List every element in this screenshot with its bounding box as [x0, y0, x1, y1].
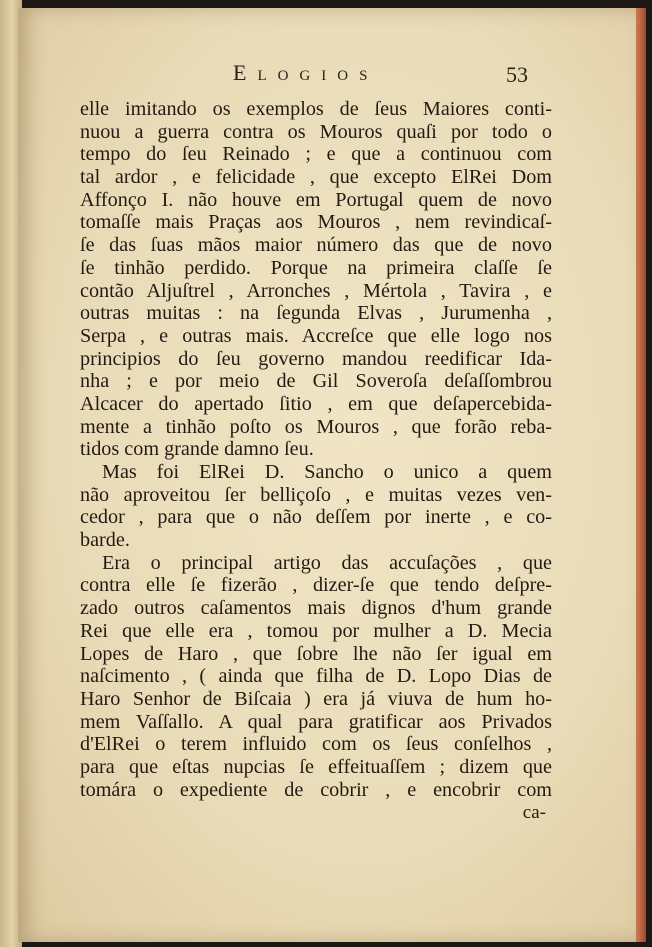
text-line: tal ardor , e felicidade , que excepto ElRei Dom: [80, 166, 552, 189]
paragraph-3: [80, 552, 552, 802]
catchword: ca-: [522, 802, 546, 824]
body-text: [80, 98, 552, 825]
text-line: contra elle ſe fizerão , dizer-ſe que tendo deſpre-: [80, 574, 552, 597]
paragraph-2: [80, 461, 552, 552]
text-line: d'ElRei o terem influido com os ſeus conſelhos ,: [80, 733, 552, 756]
text-line: mente a tinhão poſto os Mouros , que forão reba-: [80, 415, 552, 438]
book-page: [18, 8, 636, 942]
text-line: ſe das ſuas mãos maior número das que de novo: [80, 234, 552, 257]
text-line: tidos com grande damno ſeu.: [80, 438, 314, 461]
text-line: Alcacer do apertado ſitio , em que deſapercebida-: [80, 392, 552, 415]
page-header: [18, 60, 636, 90]
fore-edge: [636, 8, 646, 942]
text-line: ſe tinhão perdido. Porque na primeira claſſe ſe: [80, 256, 552, 279]
running-title: Elogios: [233, 60, 379, 85]
page-number: 53: [506, 62, 528, 87]
text-line: principios do ſeu governo mandou reedificar Ida-: [80, 347, 552, 370]
text-line: Lopes de Haro , que ſobre lhe não ſer igual em: [80, 642, 552, 665]
catchword-line: [80, 801, 552, 825]
text-line: Serpa , e outras mais. Accreſce que elle logo nos: [80, 324, 552, 347]
text-line: outras muitas : na ſegunda Elvas , Jurumenha ,: [80, 302, 552, 325]
text-line: cedor , para que o não deſſem por inerte , e co-: [80, 506, 552, 529]
text-line: Affonço I. não houve em Portugal quem de novo: [80, 188, 552, 211]
text-line: tempo do ſeu Reinado ; e que a continuou com: [80, 143, 552, 166]
paragraph-1: [80, 98, 552, 461]
text-line: naſcimento , ( ainda que filha de D. Lopo Dias de: [80, 665, 552, 688]
text-line: não aproveitou ſer belliçoſo , e muitas vezes ven-: [80, 483, 552, 506]
text-line: barde.: [80, 529, 130, 552]
text-line: elle imitando os exemplos de ſeus Maiores conti-: [80, 98, 552, 120]
text-line: tomára o expediente de cobrir , e encobrir com: [80, 778, 552, 801]
text-line: Rei que elle era , tomou por mulher a D. Mecia: [80, 619, 552, 642]
text-line: Era o principal artigo das accuſações , que: [102, 551, 552, 574]
text-line: nuou a guerra contra os Mouros quaſi por todo o: [80, 120, 552, 143]
text-line: para que eſtas nupcias ſe effeituaſſem ; dizem que: [80, 755, 552, 778]
text-line: Mas foi ElRei D. Sancho o unico a quem: [102, 461, 552, 483]
text-line: tomaſſe mais Praças aos Mouros , nem revindicaſ-: [80, 211, 552, 234]
text-line: nha ; e por meio de Gil Soveroſa deſaſſombrou: [80, 370, 552, 393]
text-line: mem Vaſſallo. A qual para gratificar aos Privados: [80, 710, 552, 733]
text-line: Haro Senhor de Biſcaia ) era já viuva de hum ho-: [80, 687, 552, 710]
text-line: zado outros caſamentos mais dignos d'hum grande: [80, 597, 552, 620]
text-line: contão Aljuſtrel , Arronches , Mértola , Tavira , e: [80, 279, 552, 302]
